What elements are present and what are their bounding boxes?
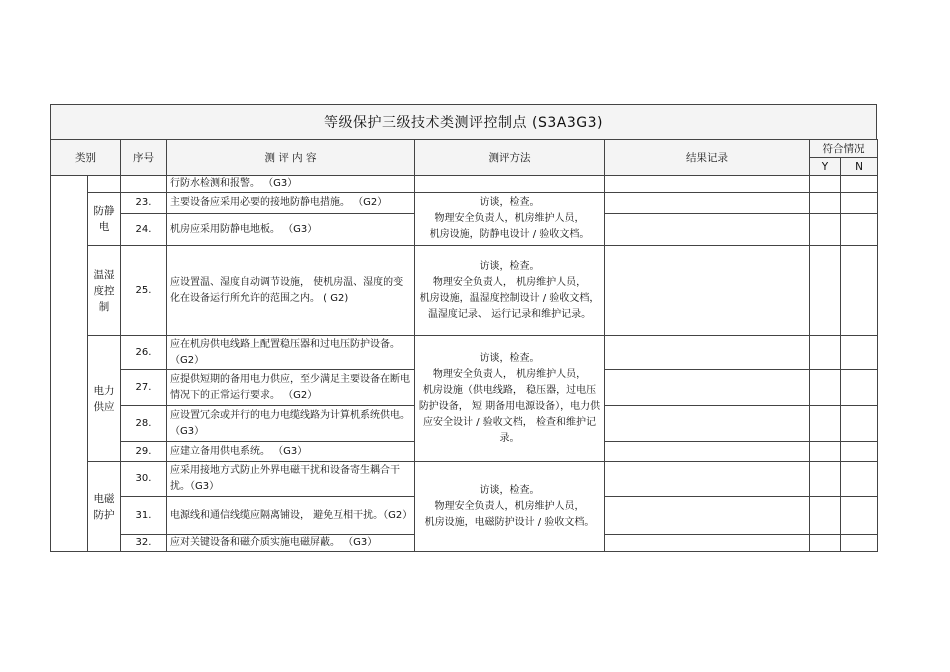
seq-cell: 29. xyxy=(121,442,167,462)
method-cell: 访谈，检查。 物理安全负责人， 机房维护人员， 机房设施，温湿度控制设计 / 验收文档，温湿度记录、 运行记录和维护记录。 xyxy=(415,246,605,336)
yes-cell[interactable] xyxy=(810,370,841,406)
header-yes: Y xyxy=(810,158,841,176)
seq-cell: 31. xyxy=(121,497,167,535)
header-result: 结果记录 xyxy=(605,140,810,176)
yes-cell[interactable] xyxy=(810,442,841,462)
no-cell[interactable] xyxy=(841,246,878,336)
content-cell: 应建立备用供电系统。 （G3） xyxy=(167,442,415,462)
no-cell[interactable] xyxy=(841,176,878,193)
result-cell[interactable] xyxy=(605,462,810,497)
method-cell: 访谈，检查。 物理安全负责人，机房维护人员， 机房设施，防静电设计 / 验收文档。 xyxy=(415,193,605,246)
seq-cell: 24. xyxy=(121,214,167,246)
header-content: 测 评 内 容 xyxy=(167,140,415,176)
no-cell[interactable] xyxy=(841,462,878,497)
result-cell[interactable] xyxy=(605,535,810,552)
seq-cell-prev xyxy=(121,176,167,193)
yes-cell[interactable] xyxy=(810,336,841,370)
result-cell[interactable] xyxy=(605,214,810,246)
header-conform: 符合情况 xyxy=(810,140,878,158)
result-cell[interactable] xyxy=(605,406,810,442)
evaluation-table xyxy=(50,139,878,552)
header-method: 测评方法 xyxy=(415,140,605,176)
yes-cell[interactable] xyxy=(810,497,841,535)
seq-cell: 26. xyxy=(121,336,167,370)
content-cell: 应采用接地方式防止外界电磁干扰和设备寄生耦合干扰。（G3） xyxy=(167,462,415,497)
yes-cell[interactable] xyxy=(810,246,841,336)
no-cell[interactable] xyxy=(841,497,878,535)
category-cell: 温湿度控制 xyxy=(88,246,121,336)
seq-cell: 32. xyxy=(121,535,167,552)
result-cell[interactable] xyxy=(605,442,810,462)
method-cell: 访谈，检查。 物理安全负责人， 机房维护人员， 机房设施（供电线路， 稳压器，过电压防护设备， 短 期备用电源设备），电力供应安全设计 / 验收文档， 检查和维护记录。 xyxy=(415,336,605,462)
result-cell[interactable] xyxy=(605,176,810,193)
result-cell[interactable] xyxy=(605,370,810,406)
header-category: 类别 xyxy=(51,140,121,176)
category-cell: 电磁防护 xyxy=(88,462,121,552)
content-cell: 应设置冗余或并行的电力电缆线路为计算机系统供电。（G3） xyxy=(167,406,415,442)
seq-cell: 23. xyxy=(121,193,167,214)
result-cell[interactable] xyxy=(605,246,810,336)
method-cell-prev xyxy=(415,176,605,193)
header-no: N xyxy=(841,158,878,176)
seq-cell: 25. xyxy=(121,246,167,336)
content-cell: 电源线和通信线缆应隔离铺设， 避免互相干扰。（G2） xyxy=(167,497,415,535)
category-cell: 防静电 xyxy=(88,193,121,246)
header-seq: 序号 xyxy=(121,140,167,176)
result-cell[interactable] xyxy=(605,193,810,214)
category-cell: 电力供应 xyxy=(88,336,121,462)
result-cell[interactable] xyxy=(605,336,810,370)
seq-cell: 30. xyxy=(121,462,167,497)
yes-cell[interactable] xyxy=(810,176,841,193)
no-cell[interactable] xyxy=(841,535,878,552)
yes-cell[interactable] xyxy=(810,406,841,442)
content-cell: 行防水检测和报警。 （G3） xyxy=(167,176,415,193)
table-title: 等级保护三级技术类测评控制点 (S3A3G3) xyxy=(50,104,877,139)
yes-cell[interactable] xyxy=(810,462,841,497)
seq-cell: 27. xyxy=(121,370,167,406)
category-cell-prev xyxy=(88,176,121,193)
no-cell[interactable] xyxy=(841,193,878,214)
content-cell: 应设置温、湿度自动调节设施， 使机房温、湿度的变化在设备运行所允许的范围之内。 ( G2) xyxy=(167,246,415,336)
seq-cell: 28. xyxy=(121,406,167,442)
outer-category-cell xyxy=(51,176,88,552)
content-cell: 机房应采用防静电地板。 （G3） xyxy=(167,214,415,246)
result-cell[interactable] xyxy=(605,497,810,535)
content-cell: 主要设备应采用必要的接地防静电措施。 （G2） xyxy=(167,193,415,214)
method-cell: 访谈，检查。 物理安全负责人，机房维护人员， 机房设施，电磁防护设计 / 验收文档。 xyxy=(415,462,605,552)
no-cell[interactable] xyxy=(841,442,878,462)
content-cell: 应提供短期的备用电力供应，至少满足主要设备在断电情况下的正常运行要求。 （G2） xyxy=(167,370,415,406)
no-cell[interactable] xyxy=(841,214,878,246)
no-cell[interactable] xyxy=(841,336,878,370)
content-cell: 应在机房供电线路上配置稳压器和过电压防护设备。（G2） xyxy=(167,336,415,370)
no-cell[interactable] xyxy=(841,370,878,406)
yes-cell[interactable] xyxy=(810,193,841,214)
yes-cell[interactable] xyxy=(810,214,841,246)
no-cell[interactable] xyxy=(841,406,878,442)
yes-cell[interactable] xyxy=(810,535,841,552)
content-cell: 应对关键设备和磁介质实施电磁屏蔽。 （G3） xyxy=(167,535,415,552)
